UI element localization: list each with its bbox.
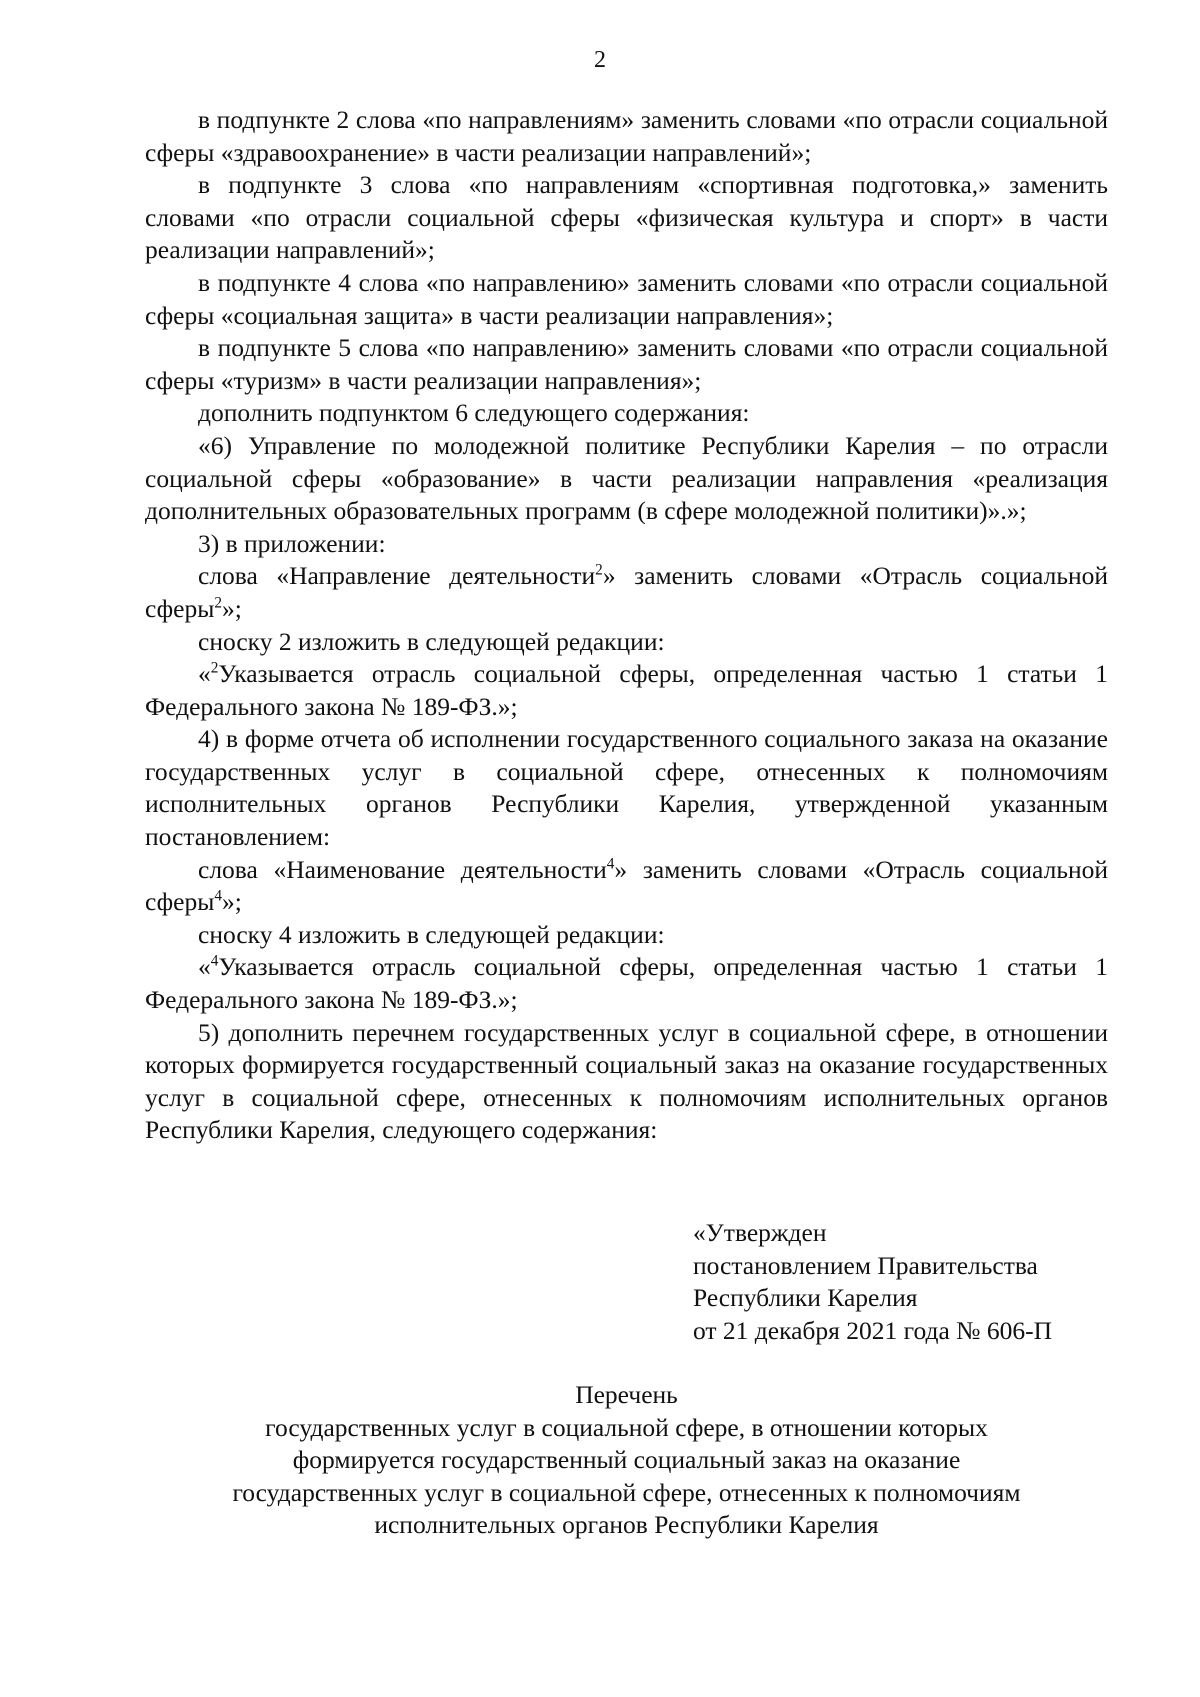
list-title-line-1: государственных услуг в социальной сфере, в отношении которых — [265, 1412, 988, 1442]
approval-line-3: Республики Карелия — [693, 1283, 918, 1313]
footnote-mark: 4 — [214, 887, 223, 905]
paragraph-12-text-b: » заменить словами «Отрасль социальной сферы — [145, 854, 1108, 917]
list-title — [145, 1379, 1108, 1542]
paragraph-8 — [145, 560, 1108, 625]
paragraph-2: в подпункте 3 слова «по направлениям «спортивная подготовка,» заменить словами «по отрасли социальной сферы «физическая культура и спорт» в части реализации направлений»; — [145, 170, 1108, 265]
approval-stamp-block — [693, 1217, 1113, 1347]
footnote-mark: 4 — [606, 855, 615, 873]
paragraph-11: 4) в форме отчета об исполнении государственного социального заказа на оказание государственных услуг в социальной сфере, отнесенных к полномочиям исполнительных органов Республики Карелия, утвержденной указанным постановлением: — [145, 724, 1108, 852]
document-body — [145, 104, 1108, 1147]
paragraph-10-text-a: « — [198, 659, 211, 689]
page-number: 2 — [594, 47, 606, 73]
approval-line-2: постановлением Правительства — [693, 1250, 1038, 1280]
paragraph-8-text-b: » заменить словами «Отрасль социальной сферы — [145, 561, 1108, 623]
list-title-line-2: формируется государственный социальный заказ на оказание — [292, 1445, 961, 1475]
list-heading: Перечень — [575, 1380, 678, 1409]
paragraph-15: 5) дополнить перечнем государственных услуг в социальной сфере, в отношении которых формируется государственный социальный заказ на оказание государственных услуг в социальной сфере, отнесенных к полномочиям исполнительных органов Республики Карелия, следующего содержания: — [145, 1017, 1108, 1145]
paragraph-6: «6) Управление по молодежной политике Республики Карелия – по отрасли социальной сферы «образование» в части реализации направления «реализация дополнительных образовательных программ (в сфере молодежной политики)».»; — [145, 430, 1108, 526]
list-title-line-4: исполнительных органов Республики Карелия — [374, 1510, 879, 1540]
approval-line-4: от 21 декабря 2021 года № 606-П — [693, 1315, 1052, 1345]
paragraph-9: сноску 2 изложить в следующей редакции: — [198, 626, 665, 656]
paragraph-1: в подпункте 2 слова «по направлениям» заменить словами «по отрасли социальной сферы «здравоохранение» в части реализации направлений»; — [145, 105, 1108, 167]
paragraph-8-text-c: »; — [222, 593, 242, 623]
paragraph-10-text-b: Указывается отрасль социальной сферы, определенная частью 1 статьи 1 Федерального закона № 189-ФЗ.»; — [145, 659, 1108, 721]
footnote-mark: 4 — [210, 952, 219, 970]
footnote-mark: 2 — [210, 659, 219, 677]
approval-line-1: «Утвержден — [693, 1218, 827, 1247]
footnote-mark: 2 — [214, 594, 223, 612]
paragraph-3: в подпункте 4 слова «по направлению» заменить словами «по отрасли социальной сферы «социальная защита» в части реализации направления»; — [145, 267, 1108, 330]
paragraph-4: в подпункте 5 слова «по направлению» заменить словами «по отрасли социальной сферы «туризм» в части реализации направления»; — [145, 333, 1108, 395]
paragraph-12 — [145, 854, 1108, 919]
paragraph-13: сноску 4 изложить в следующей редакции: — [198, 919, 665, 949]
paragraph-14 — [145, 951, 1108, 1016]
paragraph-12-text-a: слова «Наименование деятельности — [198, 854, 607, 884]
paragraph-12-text-c: »; — [222, 887, 242, 917]
list-title-line-3: государственных услуг в социальной сфере, отнесенных к полномочиям — [232, 1477, 1021, 1507]
paragraph-10 — [145, 658, 1108, 723]
paragraph-5: дополнить подпунктом 6 следующего содержания: — [198, 398, 750, 428]
footnote-mark: 2 — [595, 561, 603, 579]
paragraph-7: 3) в приложении: — [198, 528, 386, 558]
paragraph-8-text-a: слова «Направление деятельности — [198, 561, 596, 591]
paragraph-14-text-a: « — [198, 952, 211, 982]
paragraph-14-text-b: Указывается отрасль социальной сферы, определенная частью 1 статьи 1 Федерального закона № 189-ФЗ.»; — [145, 952, 1108, 1015]
